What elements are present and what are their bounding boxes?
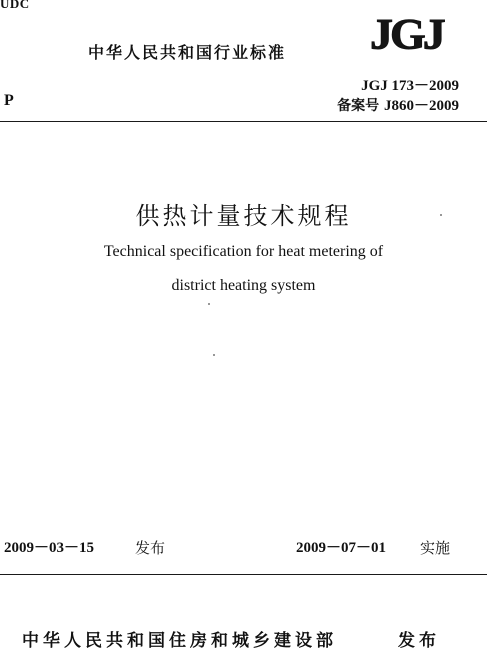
standard-type: 中华人民共和国行业标准 (88, 43, 287, 62)
implement-date: 2009－07－01 (296, 540, 387, 556)
issue-date: 2009－03－15 (4, 540, 95, 556)
speck (440, 214, 442, 216)
top-divider (0, 121, 487, 122)
jgj-logo: JGJ (370, 9, 443, 58)
classification-code: P (4, 92, 14, 109)
speck (213, 354, 215, 356)
speck (208, 303, 210, 305)
chinese-title: 供热计量技术规程 (135, 202, 352, 230)
implement-label: 实施 (420, 539, 451, 557)
bottom-divider (0, 574, 487, 575)
standard-code: JGJ 173－2009 (361, 78, 459, 94)
record-number: J860－2009 (383, 98, 459, 114)
record-label: 备案号 (337, 98, 380, 114)
english-title-line2: district heating system (171, 277, 316, 294)
issue-label: 发布 (135, 539, 166, 557)
record-number-line (337, 94, 459, 115)
english-title-line1: Technical specification for heat metering of (103, 243, 384, 260)
publish-label: 发布 (398, 631, 440, 651)
publisher: 中华人民共和国住房和城乡建设部 (22, 631, 337, 651)
udc-label: UDC (0, 0, 30, 11)
